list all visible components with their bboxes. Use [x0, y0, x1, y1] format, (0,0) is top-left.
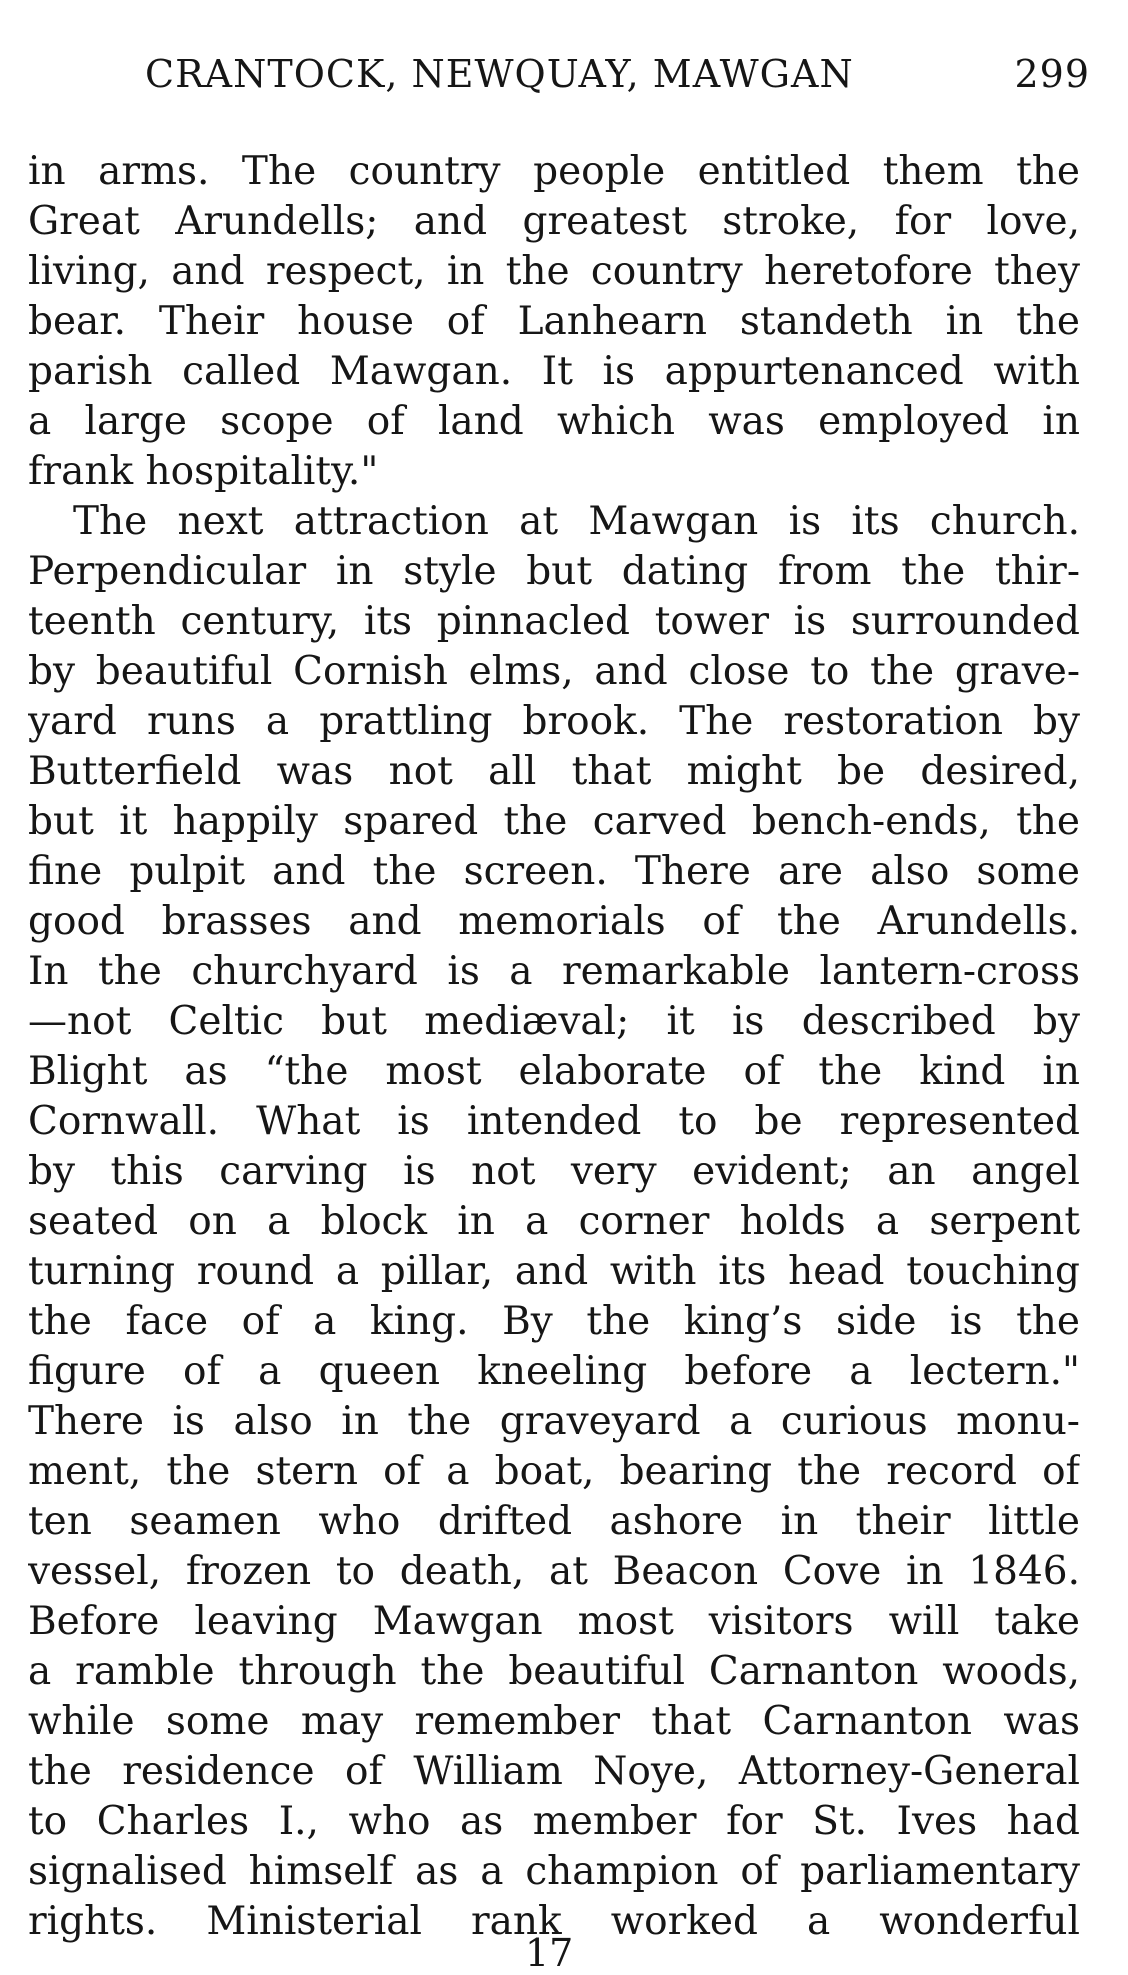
body-text — [28, 147, 1080, 1947]
text-line: in arms. The country people entitled them the — [28, 149, 1080, 194]
text-line: In the churchyard is a remarkable lantern-cross — [28, 949, 1080, 994]
text-line: parish called Mawgan. It is appurtenanced with — [28, 349, 1080, 394]
text-line: fine pulpit and the screen. There are also some — [28, 849, 1080, 894]
text-line: by this carving is not very evident; an angel — [28, 1149, 1080, 1194]
text-line: There is also in the graveyard a curious monu- — [28, 1399, 1080, 1444]
text-line: but it happily spared the carved bench-ends, the — [28, 799, 1080, 844]
text-line: Great Arundells; and greatest stroke, for love, — [28, 199, 1080, 244]
text-line: good brasses and memorials of the Arundells. — [28, 899, 1080, 944]
text-line: a ramble through the beautiful Carnanton woods, — [28, 1649, 1080, 1694]
text-line: living, and respect, in the country heretofore they — [28, 249, 1080, 294]
text-line: Perpendicular in style but dating from the thir- — [28, 549, 1080, 594]
text-line: frank hospitality." — [28, 449, 379, 494]
text-line: the residence of William Noye, Attorney-General — [28, 1749, 1080, 1794]
paragraph-start-line: The next attraction at Mawgan is its church. — [73, 499, 1080, 544]
text-line: the face of a king. By the king’s side is the — [28, 1299, 1080, 1344]
text-line: a large scope of land which was employed in — [28, 399, 1080, 444]
text-line: while some may remember that Carnanton was — [28, 1699, 1080, 1744]
text-line: signalised himself as a champion of parliamentary — [28, 1849, 1080, 1894]
text-line: ten seamen who drifted ashore in their little — [28, 1499, 1080, 1544]
running-header — [140, 48, 1090, 108]
text-line: ment, the stern of a boat, bearing the record of — [28, 1449, 1080, 1494]
text-line: by beautiful Cornish elms, and close to the grave- — [28, 649, 1080, 694]
page-number: 299 — [1014, 52, 1090, 96]
text-line: Blight as “the most elaborate of the kind in — [28, 1049, 1080, 1094]
signature-mark: 17 — [525, 1931, 574, 1975]
text-line: turning round a pillar, and with its head touching — [28, 1249, 1080, 1294]
text-line: yard runs a prattling brook. The restoration by — [28, 699, 1080, 744]
text-line: teenth century, its pinnacled tower is surrounded — [28, 599, 1080, 644]
text-line: vessel, frozen to death, at Beacon Cove in 1846. — [28, 1549, 1080, 1594]
text-line: Butterfield was not all that might be desired, — [28, 749, 1080, 794]
running-title: CRANTOCK, NEWQUAY, MAWGAN — [145, 52, 854, 96]
text-line: seated on a block in a corner holds a serpent — [28, 1199, 1080, 1244]
text-line: figure of a queen kneeling before a lectern." — [28, 1349, 1080, 1394]
text-line: bear. Their house of Lanhearn standeth in the — [28, 299, 1080, 344]
text-line: Cornwall. What is intended to be represented — [28, 1099, 1080, 1144]
text-line: rights. Ministerial rank worked a wonderful — [28, 1899, 1080, 1944]
text-line: —not Celtic but mediæval; it is described by — [28, 999, 1080, 1044]
text-line: Before leaving Mawgan most visitors will take — [28, 1599, 1080, 1644]
text-line: to Charles I., who as member for St. Ives had — [28, 1799, 1080, 1844]
